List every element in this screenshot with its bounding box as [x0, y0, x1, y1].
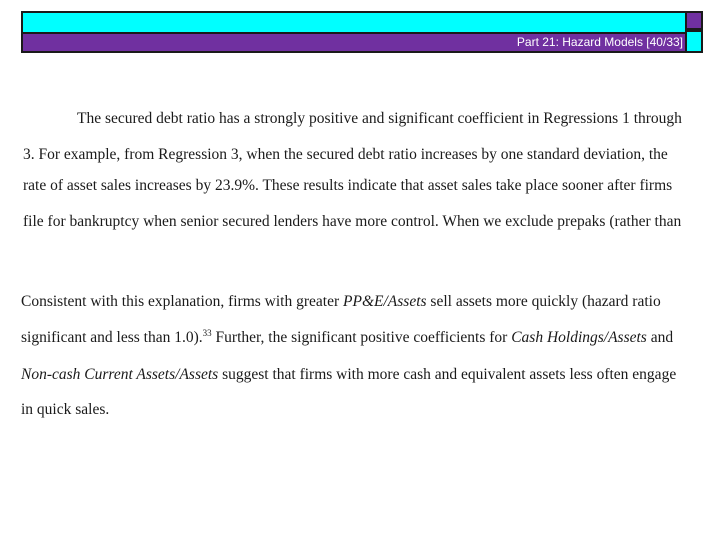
corner-purple-square — [687, 11, 703, 30]
slide-title: Part 21: Hazard Models [40/33] — [516, 35, 683, 49]
para2-text: Further, the significant positive coefficients for — [211, 329, 512, 346]
para2-text: sell assets more quickly (hazard ratio — [426, 293, 661, 310]
para2-text: and — [646, 329, 674, 346]
header-corner-block — [687, 11, 703, 53]
variable-cash-holdings-assets: Cash Holdings/Assets — [511, 329, 647, 346]
para1-line-3: rate of asset sales increases by 23.9%. These results indicate that asset sales take place sooner after firms — [23, 177, 673, 194]
header-bar — [21, 11, 687, 53]
para2-text: suggest that firms with more cash and equivalent assets less often engage — [218, 366, 677, 383]
para2-line-1 — [21, 293, 661, 311]
para2-line-4: in quick sales. — [21, 401, 110, 418]
para1-line-4: file for bankruptcy when senior secured lenders have more control. When we exclude prepaks (rather than — [23, 213, 682, 230]
para2-line-3 — [21, 366, 676, 384]
para2-text: significant and less than 1.0). — [21, 329, 203, 346]
para2-text: Consistent with this explanation, firms with greater — [21, 293, 344, 310]
slide-header — [21, 11, 703, 53]
para2-line-2 — [21, 329, 673, 347]
footnote-marker: 33 — [202, 328, 212, 338]
header-cyan-band — [23, 13, 685, 32]
para1-line-1: The secured debt ratio has a strongly positive and significant coefficient in Regressions 1 through — [77, 110, 682, 127]
para1-line-2: 3. For example, from Regression 3, when the secured debt ratio increases by one standard deviation, the — [23, 146, 668, 163]
variable-ppe-assets: PP&E/Assets — [343, 293, 427, 310]
variable-noncash-current-assets: Non-cash Current Assets/Assets — [21, 366, 219, 383]
corner-cyan-square — [687, 30, 703, 53]
